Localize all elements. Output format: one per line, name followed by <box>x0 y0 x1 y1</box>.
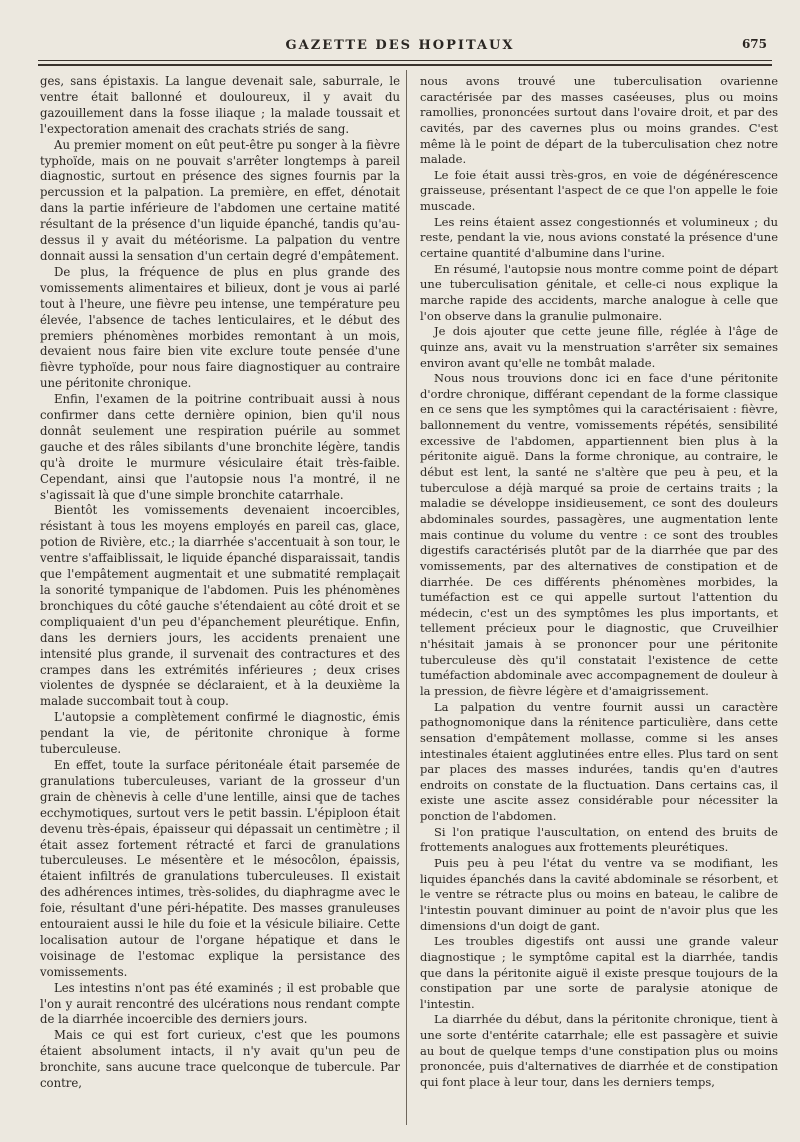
running-title: GAZETTE DES HOPITAUX <box>285 38 515 53</box>
paragraph: Les reins étaient assez congestionnés et volumineux ; du reste, pendant la vie, nous avions constaté la présence d'une certaine quantité d'albumine dans l'urine. <box>420 214 778 261</box>
paragraph: Au premier moment on eût peut-être pu songer à la fièvre typhoïde, mais on ne pouvait s'arrêter longtemps à pareil diagnostic, surtout en présence des signes fournis par la percussion et la palpation. La première, en effet, dénotait dans la partie inférieure de l'abdomen une certaine matité résultant de la présence d'un liquide épanché, tandis qu'au-dessus il y avait du météorisme. La palpation du ventre donnait aussi la sensation d'un certain degré d'empâtement. <box>40 137 400 263</box>
header-rule-thin <box>38 60 772 61</box>
paragraph: Enfin, l'examen de la poitrine contribuait aussi à nous confirmer dans cette dernière opinion, bien qu'il nous donnât seulement une respiration puérile au sommet gauche et des râles sibilants d'une bronchite légère, tandis qu'à droite le murmure vésiculaire était très-faible. Cependant, ainsi que l'autopsie nous l'a montré, il ne s'agissait là que d'une simple bronchite catarrhale. <box>40 392 400 502</box>
paragraph: Nous nous trouvions donc ici en face d'une péritonite d'ordre chronique, différant cependant de la forme classique en ce sens que les symptômes qui la caractérisaient : fièvre, ballonnement du ventre, vomissements répétés, sensibilité excessive de l'abdomen, appartiennent bien plus à la péritonite aiguë. Dans la forme chronique, au contraire, le début est lent, la santé ne s'altère que peu à peu, et la tuberculose a déjà marqué sa proie de certains traits ; la maladie se développe insidieusement, ce sont des douleurs abdominales sourdes, passagères, une augmentation lente mais continue du volume du ventre : ce sont des troubles digestifs caractérisés plutôt par de la diarrhée que par des vomissements, par des alternatives de constipation et de diarrhée. De ces différents phénomènes morbides, la tuméfaction est ce qui appelle surtout l'attention du médecin, c'est un des symptômes les plus importants, et tellement précieux pour le diagnostic, que Cruveilhier n'hésitait jamais à se prononcer pour une péritonite tuberculeuse dès qu'il constatait l'existence de cette tuméfaction abdominale avec accompagnement de douleur à la pression, de fièvre légère et d'amaigrissement. <box>420 371 778 698</box>
column-divider <box>406 70 407 1125</box>
paragraph: Bientôt les vomissements devenaient incoercibles, résistant à tous les moyens employés en pareil cas, glace, potion de Rivière, etc.; la diarrhée s'accentuait à son tour, le ventre s'affaiblissait, le liquide épanché disparaissait, tandis que l'empâtement augmentait et une submatité remplaçait la sonorité tympanique de l'abdomen. Puis les phénomènes bronchiques du côté gauche s'étendaient au côté droit et se compliquaient d'un peu d'épanchement pleurétique. Enfin, dans les derniers jours, les accidents prenaient une intensité plus grande, il survenait des contractures et des crampes dans les extrémités inférieures ; deux crises violentes de dyspnée se déclaraient, et à la deuxième la malade succombait tout à coup. <box>40 503 400 709</box>
paragraph: Mais ce qui est fort curieux, c'est que les poumons étaient absolument intacts, il n'y avait qu'un peu de bronchite, sans aucune trace quelconque de tubercule. Par contre, <box>40 1028 400 1091</box>
paragraph: Je dois ajouter que cette jeune fille, réglée à l'âge de quinze ans, avait vu la menstruation s'arrêter six semaines environ avant qu'elle ne tombât malade. <box>420 324 778 370</box>
page-number: 675 <box>741 37 767 51</box>
paragraph: La palpation du ventre fournit aussi un caractère pathognomonique dans la rénitence particulière, dans cette sensation d'empâtement mollasse, comme si les anses intestinales étaient agglutinées entre elles. Plus tard on sent par places des masses indurées, tandis qu'en d'autres endroits on constate de la fluctuation. Dans certains cas, il existe une ascite assez considérable pour nécessiter la ponction de l'abdomen. <box>420 699 778 824</box>
paragraph: En effet, toute la surface péritonéale était parsemée de granulations tuberculeuses, variant de la grosseur d'un grain de chènevis à celle d'une lentille, ainsi que de taches ecchymotiques, surtout vers le petit bassin. L'épiploon était devenu très-épais, épaisseur qui dépassait un centimètre ; il était assez fortement rétracté et farci de granulations tuberculeuses. Le mésentère et le mésocôlon, épaissis, étaient infiltrés de granulations tuberculeuses. Il existait des adhérences intimes, très-solides, du diaphragme avec le foie, résultant d'une péri-hépatite. Des masses granuleuses entouraient aussi le hile du foie et la vésicule biliaire. Cette localisation autour de l'organe hépatique et dans le voisinage de l'estomac explique la persistance des vomissements. <box>40 757 400 979</box>
paragraph: De plus, la fréquence de plus en plus grande des vomissements alimentaires et bilieux, dont je vous ai parlé tout à l'heure, une fièvre peu intense, une température peu élevée, l'absence de taches lenticulaires, et le début des premiers phénomènes morbides remontant à un mois, devaient nous faire bien vite exclure toute pensée d'une fièvre typhoïde, pour nous faire diagnostiquer au contraire une péritonite chronique. <box>40 264 400 391</box>
right-column <box>420 74 778 1091</box>
paragraph: ges, sans épistaxis. La langue devenait sale, saburrale, le ventre était ballonné et douloureux, il y avait du gazouillement dans la fosse iliaque ; la malade toussait et l'expectoration amenait des crachats striés de sang. <box>40 74 400 136</box>
paragraph: Le foie était aussi très-gros, en voie de dégénérescence graisseuse, présentant l'aspect de ce que l'on appelle le foie muscade. <box>420 167 778 214</box>
paragraph: Puis peu à peu l'état du ventre va se modifiant, les liquides épanchés dans la cavité abdominale se résorbent, et le ventre se rétracte plus ou moins en bateau, le calibre de l'intestin pouvant diminuer au point de n'avoir plus que les dimensions d'un doigt de gant. <box>420 856 778 933</box>
paragraph: L'autopsie a complètement confirmé le diagnostic, émis pendant la vie, de péritonite chronique à forme tuberculeuse. <box>40 710 400 757</box>
paragraph: nous avons trouvé une tuberculisation ovarienne caractérisée par des masses caséeuses, plus ou moins ramollies, prononcées surtout dans l'ovaire droit, et par des cavités, par des cavernes plus ou moins grandes. C'est même là le point de départ de la tuberculisation chez notre malade. <box>420 74 778 167</box>
paragraph: Les troubles digestifs ont aussi une grande valeur diagnostique ; le symptôme capital est la diarrhée, tandis que dans la péritonite aiguë il existe presque toujours de la constipation par une sorte de paralysie atonique de l'intestin. <box>420 934 778 1011</box>
paragraph: La diarrhée du début, dans la péritonite chronique, tient à une sorte d'entérite catarrhale; elle est passagère et suivie au bout de quelque temps d'une constipation plus ou moins prononcée, puis d'alternatives de diarrhée et de constipation qui font place à leur tour, dans les derniers temps, <box>420 1012 778 1089</box>
left-column <box>40 74 400 1092</box>
page-header <box>0 38 800 58</box>
header-rule-thick <box>38 64 772 66</box>
paragraph: En résumé, l'autopsie nous montre comme point de départ une tuberculisation génitale, et celle-ci nous explique la marche rapide des accidents, marche analogue à celle que l'on observe dans la granulie pulmonaire. <box>420 261 778 323</box>
paragraph: Les intestins n'ont pas été examinés ; il est probable que l'on y aurait rencontré des ulcérations nous rendant compte de la diarrhée incoercible des derniers jours. <box>40 980 400 1027</box>
paragraph: Si l'on pratique l'auscultation, on entend des bruits de frottements analogues aux frottements pleurétiques. <box>420 824 778 855</box>
